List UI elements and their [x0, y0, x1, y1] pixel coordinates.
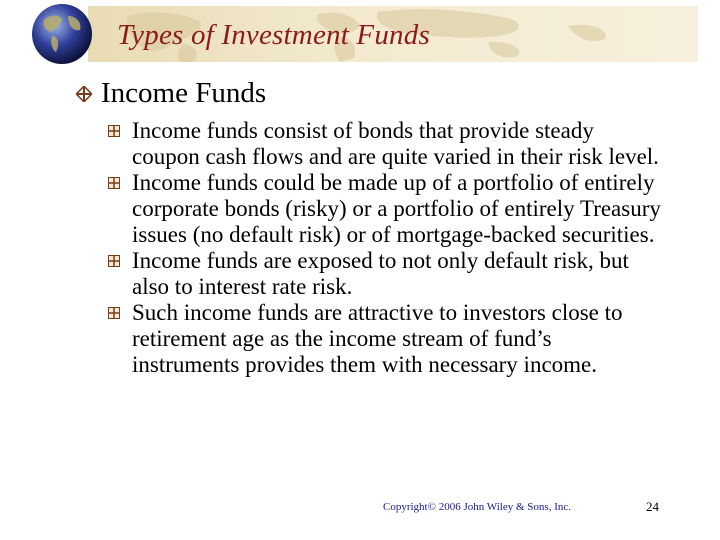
list-item [108, 300, 678, 378]
square-cross-bullet-icon [108, 177, 120, 189]
bullet-text: Income funds are exposed to not only default risk, but also to interest rate risk. [132, 248, 629, 299]
bullet-text: Income funds could be made up of a portfolio of entirely corporate bonds (risky) or a portfolio of entirely Treasury issues (no default risk) or of mortgage-backed securities. [132, 170, 661, 247]
list-item [108, 118, 678, 170]
bullet-text: Such income funds are attractive to investors close to retirement age as the income stream of fund’s instruments provides them with necessary income. [132, 300, 623, 377]
globe-icon [30, 2, 94, 66]
slide-title: Types of Investment Funds [117, 19, 430, 51]
square-cross-bullet-icon [108, 255, 120, 267]
list-item [108, 248, 678, 300]
copyright-footer: Copyright© 2006 John Wiley & Sons, Inc. [383, 501, 571, 513]
section-heading: Income Funds [101, 77, 267, 109]
page-number: 24 [646, 499, 659, 514]
bullet-text: Income funds consist of bonds that provide steady coupon cash flows and are quite varied in their risk level. [132, 118, 659, 169]
square-cross-bullet-icon [108, 307, 120, 319]
crosshair-diamond-bullet-icon [76, 86, 92, 102]
bullet-list [108, 118, 678, 378]
square-cross-bullet-icon [108, 125, 120, 137]
list-item [108, 170, 678, 248]
